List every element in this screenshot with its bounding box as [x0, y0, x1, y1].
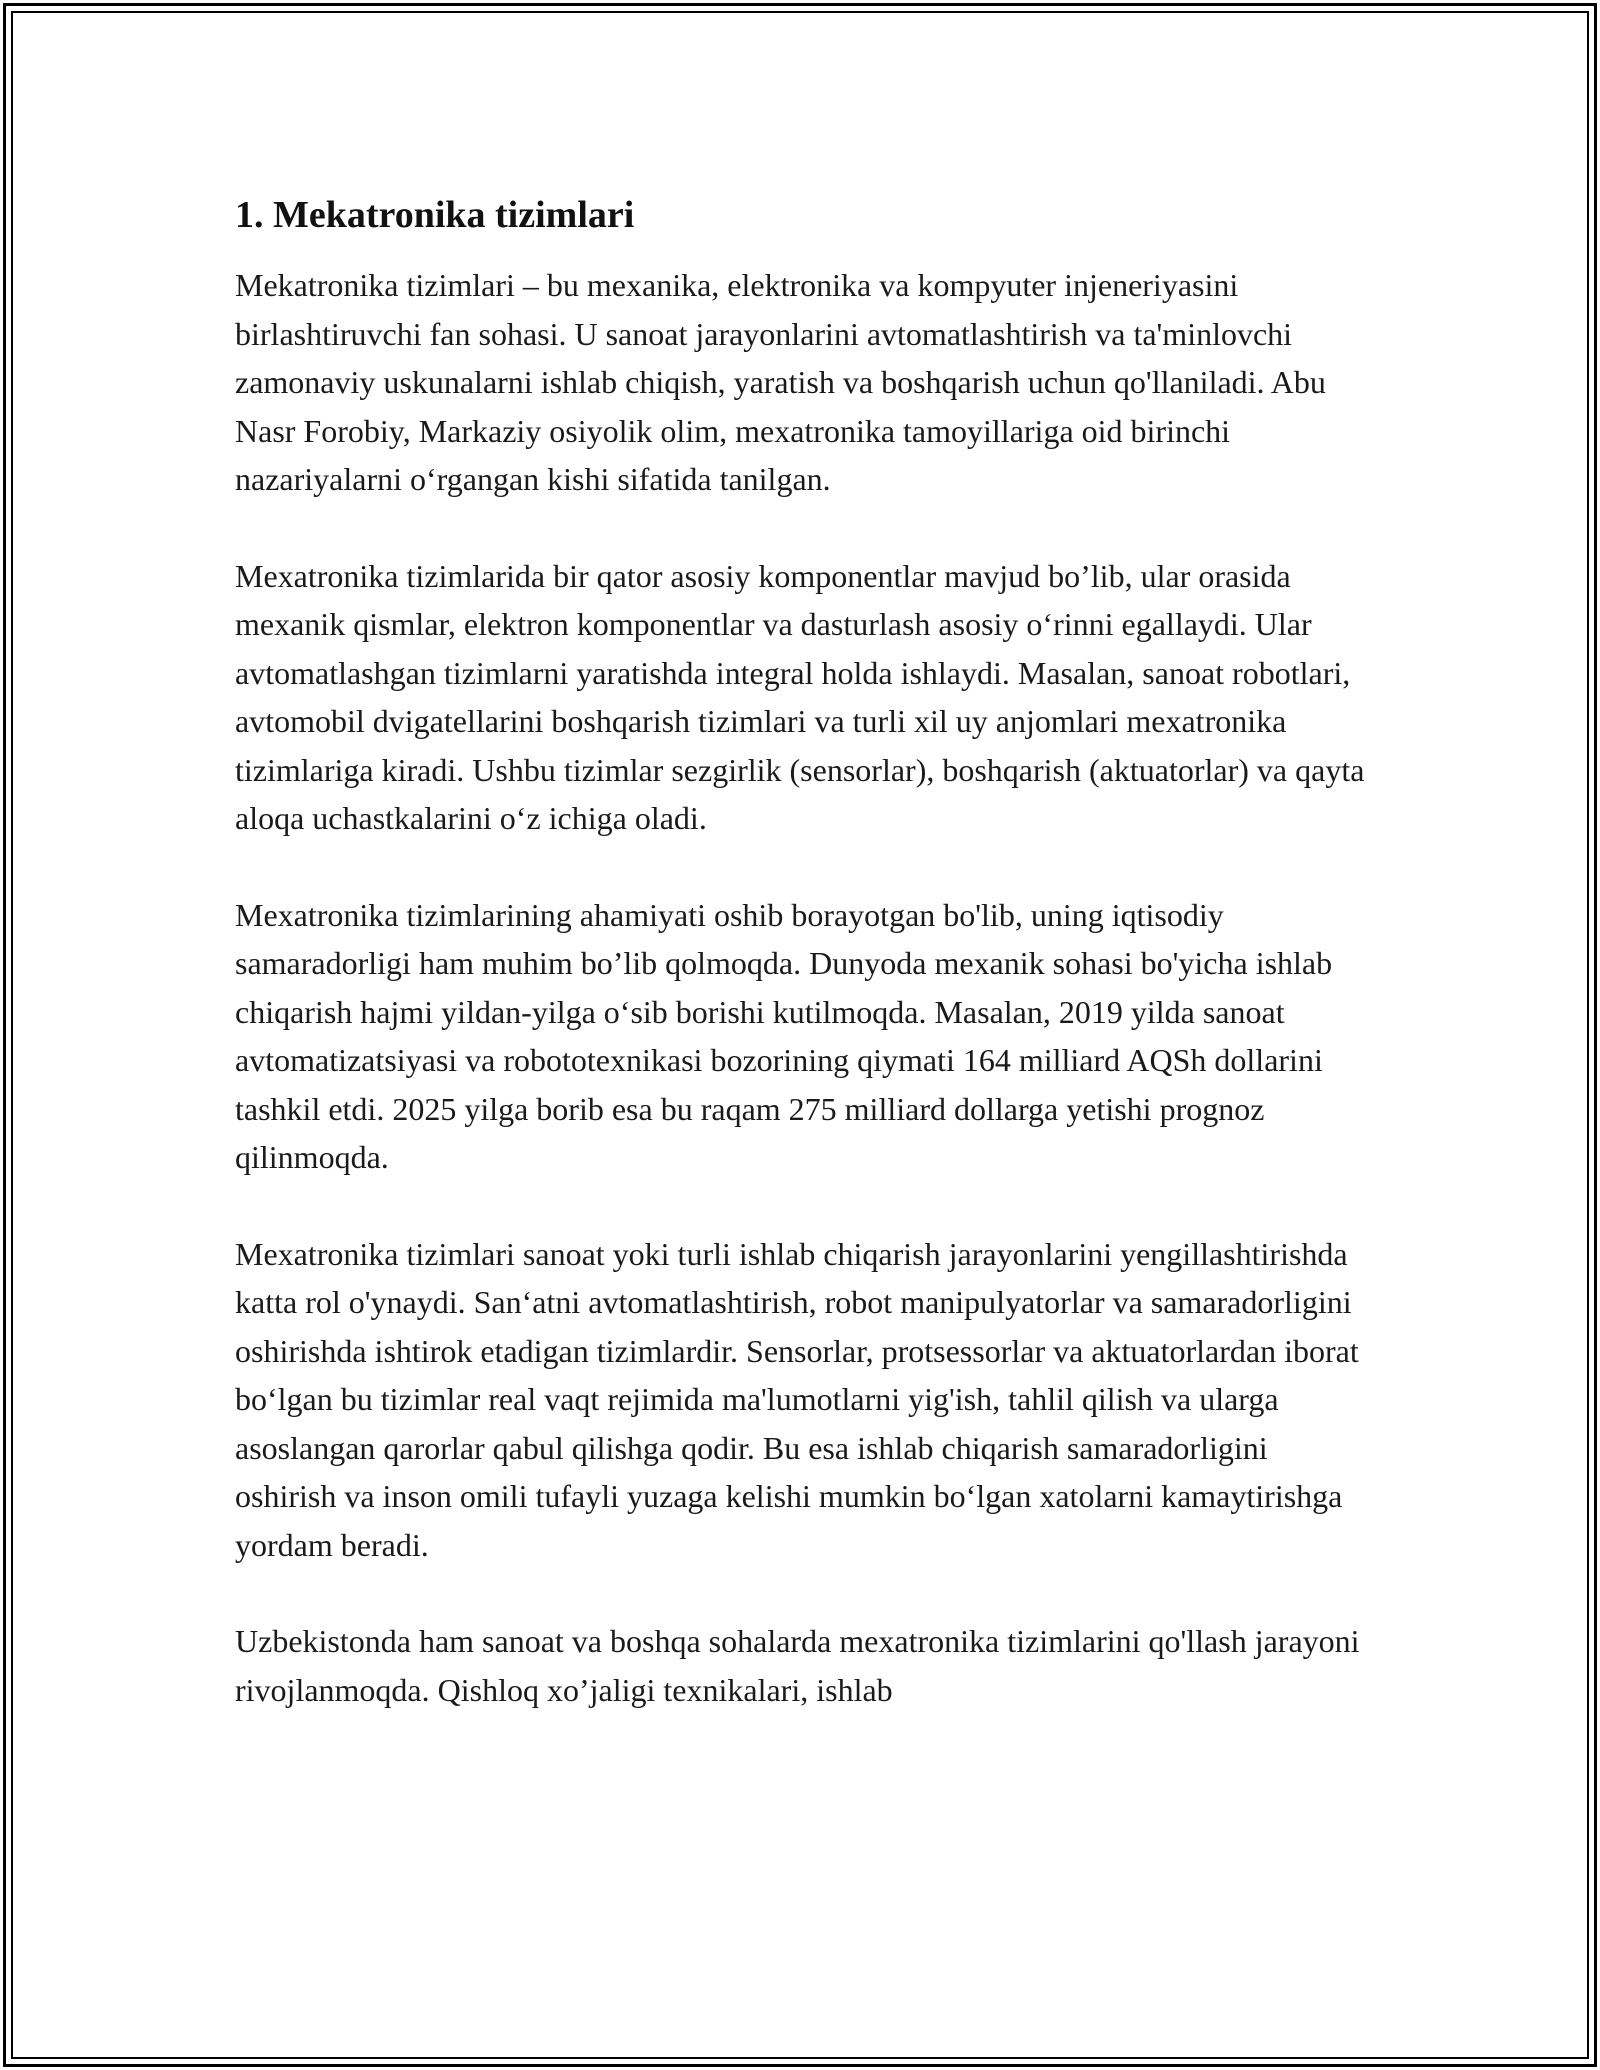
paragraph-components: Mexatronika tizimlarida bir qator asosiy komponentlar mavjud bo’lib, ular orasida mexanik qismlar, elektron komponentlar va dasturlash asosiy o‘rinni egallaydi. Ular avtomatlashgan tizimlarni yaratishda integral holda ishlaydi. Masalan, sanoat robotlari, avtomobil dvigatellarini boshqarish tizimlari va turli xil uy anjomlari mexatronika tizimlariga kiradi. Ushbu tizimlar sezgirlik (sensorlar), boshqarish (aktuatorlar) va qayta aloqa uchastkalarini o‘z ichiga oladi.: [235, 557, 1365, 836]
paragraph-economics: Mexatronika tizimlarining ahamiyati oshib borayotgan bo'lib, uning iqtisodiy samaradorligi ham muhim bo’lib qolmoqda. Dunyoda mexanik sohasi bo'yicha ishlab chiqarish hajmi yildan-yilga o‘sib borishi kutilmoqda. Masalan, 2019 yilda sanoat avtomatizatsiyasi va robototexnikasi bozorining qiymati 164 milliard AQSh dollarini tashkil etdi. 2025 yilga borib esa bu raqam 275 milliard dollarga yetishi prognoz qilinmoqda.: [235, 896, 1333, 1175]
paragraph-uzbekistan: Uzbekistonda ham sanoat va boshqa sohalarda mexatronika tizimlarini qo'llash jarayoni rivojlanmoqda. Qishloq xo’jaligi texnikalari, ishlab: [235, 1623, 1360, 1708]
paragraph-industry-role: Mexatronika tizimlari sanoat yoki turli ishlab chiqarish jarayonlarini yengillashtirishda katta rol o'ynaydi. San‘atni avtomatlashtirish, robot manipulyatorlar va samaradorligini oshirishda ishtirok etadigan tizimlardir. Sensorlar, protsessorlar va aktuatorlardan iborat bo‘lgan bu tizimlar real vaqt rejimida ma'lumotlarni yig'ish, tahlil qilish va ularga asoslangan qarorlar qabul qilishga qodir. Bu esa ishlab chiqarish samaradorligini oshirish va inson omili tufayli yuzaga kelishi mumkin bo‘lgan xatolarni kamaytirishga yordam beradi.: [235, 1235, 1359, 1563]
section-heading: 1. Mekatronika tizimlari: [235, 194, 635, 236]
document-body: [235, 185, 1365, 1714]
paragraph-definition: Mekatronika tizimlari – bu mexanika, elektronika va kompyuter injeneriyasini birlashtiruvchi fan sohasi. U sanoat jarayonlarini avtomatlashtirish va ta'minlovchi zamonaviy uskunalarni ishlab chiqish, yaratish va boshqarish uchun qo'llaniladi. Abu Nasr Forobiy, Markaziy osiyolik olim, mexatronika tamoyillariga oid birinchi nazariyalarni o‘rgangan kishi sifatida tanilgan.: [235, 267, 1326, 497]
